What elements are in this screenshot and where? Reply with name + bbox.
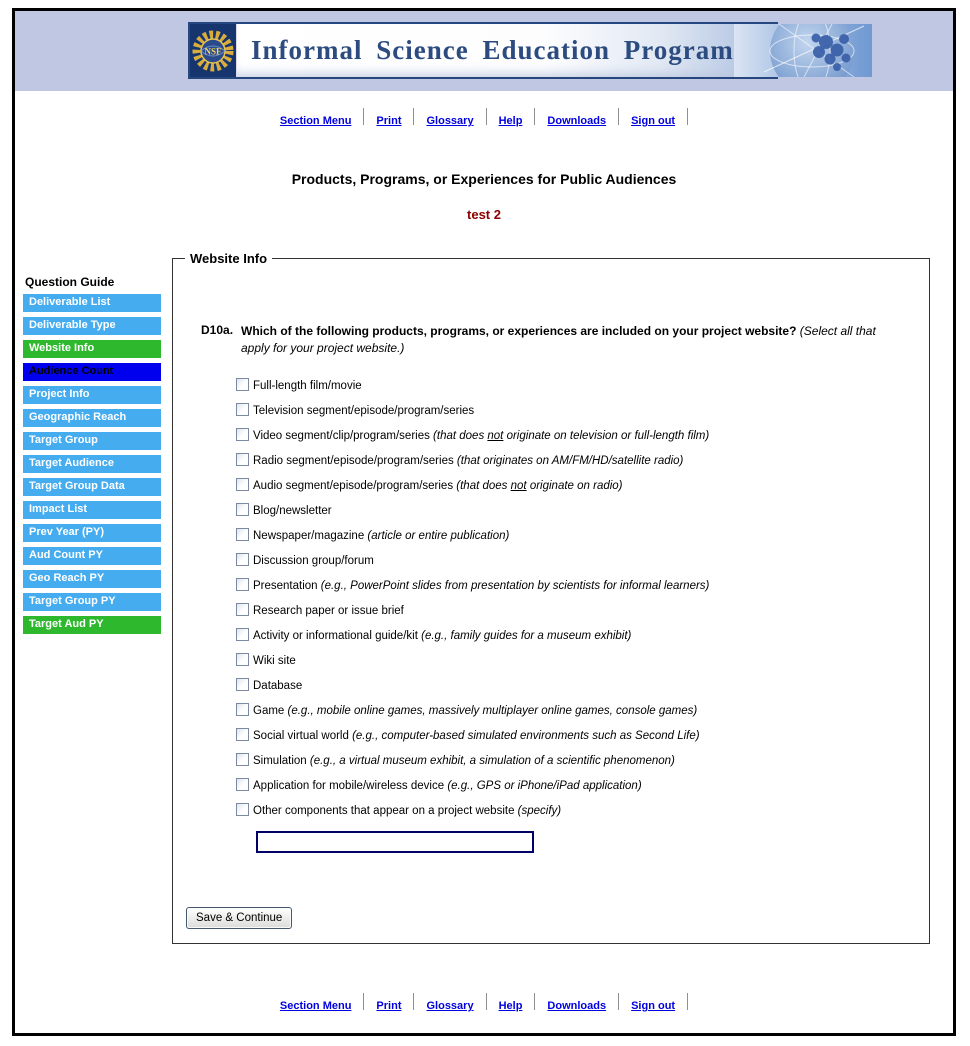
checkbox-row bbox=[236, 628, 916, 653]
sidebar-item-project-info[interactable]: Project Info bbox=[23, 386, 161, 404]
sidebar-item-deliverable-type[interactable]: Deliverable Type bbox=[23, 317, 161, 335]
checkbox-row bbox=[236, 478, 916, 503]
sidebar-item-geographic-reach[interactable]: Geographic Reach bbox=[23, 409, 161, 427]
sidebar-item-aud-count-py[interactable]: Aud Count PY bbox=[23, 547, 161, 565]
nav-link-sign-out[interactable]: Sign out bbox=[631, 1000, 676, 1012]
banner-title-area bbox=[237, 24, 734, 77]
checkbox-note: (e.g., GPS or iPhone/iPad application) bbox=[447, 780, 642, 792]
svg-text:NSF: NSF bbox=[204, 46, 222, 56]
checkbox[interactable] bbox=[236, 753, 249, 766]
website-info-fieldset bbox=[172, 251, 930, 944]
bottom-nav bbox=[15, 994, 953, 1012]
checkbox-list bbox=[236, 378, 916, 853]
checkbox-label: Presentation (e.g., PowerPoint slides from presentation by scientists for informal learners) bbox=[253, 580, 710, 592]
banner-title: Informal Science Education Program bbox=[251, 35, 734, 65]
nav-separator bbox=[687, 108, 688, 125]
checkbox-label: Game (e.g., mobile online games, massively multiplayer online games, console games) bbox=[253, 705, 698, 717]
checkbox-row bbox=[236, 778, 916, 803]
nav-link-section-menu[interactable]: Section Menu bbox=[279, 1000, 352, 1012]
sidebar-item-target-group-py[interactable]: Target Group PY bbox=[23, 593, 161, 611]
checkbox-label: Video segment/clip/program/series (that does not originate on television or full-length film) bbox=[253, 430, 710, 442]
checkbox-label: Full-length film/movie bbox=[253, 380, 362, 392]
sidebar-item-target-audience[interactable]: Target Audience bbox=[23, 455, 161, 473]
fieldset-legend: Website Info bbox=[185, 251, 272, 266]
nav-separator bbox=[618, 993, 619, 1010]
checkbox-note: (e.g., computer-based simulated environments such as Second Life) bbox=[352, 730, 700, 742]
checkbox[interactable] bbox=[236, 478, 249, 491]
checkbox[interactable] bbox=[236, 653, 249, 666]
checkbox[interactable] bbox=[236, 503, 249, 516]
nav-link-help[interactable]: Help bbox=[498, 1000, 523, 1012]
question-number: D10a. bbox=[201, 323, 234, 337]
nsf-logo-svg bbox=[190, 27, 236, 75]
checkbox-row bbox=[236, 728, 916, 753]
checkbox-note: (e.g., family guides for a museum exhibit) bbox=[421, 630, 632, 642]
checkbox-row bbox=[236, 603, 916, 628]
sidebar-item-website-info[interactable]: Website Info bbox=[23, 340, 161, 358]
nav-separator bbox=[413, 993, 414, 1010]
checkbox[interactable] bbox=[236, 378, 249, 391]
checkbox-row bbox=[236, 803, 916, 828]
checkbox-label: Database bbox=[253, 680, 303, 692]
checkbox-row bbox=[236, 503, 916, 528]
nav-separator bbox=[486, 993, 487, 1010]
other-specify-wrap bbox=[256, 831, 916, 853]
sidebar-items bbox=[23, 294, 167, 634]
checkbox[interactable] bbox=[236, 803, 249, 816]
project-name: test 2 bbox=[467, 207, 501, 222]
nav-separator bbox=[687, 993, 688, 1010]
checkbox[interactable] bbox=[236, 603, 249, 616]
question-d10a bbox=[201, 323, 881, 358]
checkbox-note: (that originates on AM/FM/HD/satellite radio) bbox=[456, 455, 684, 467]
nav-separator bbox=[486, 108, 487, 125]
checkbox[interactable] bbox=[236, 553, 249, 566]
question-body bbox=[241, 323, 881, 358]
checkbox-row bbox=[236, 428, 916, 453]
checkbox-row bbox=[236, 703, 916, 728]
checkbox[interactable] bbox=[236, 578, 249, 591]
save-continue-button[interactable]: Save & Continue bbox=[186, 907, 292, 929]
checkbox-row bbox=[236, 678, 916, 703]
checkbox[interactable] bbox=[236, 528, 249, 541]
checkbox-note: (e.g., a virtual museum exhibit, a simulation of a scientific phenomenon) bbox=[309, 755, 675, 767]
checkbox-row bbox=[236, 378, 916, 403]
checkbox-row bbox=[236, 578, 916, 603]
question-guide-sidebar bbox=[23, 275, 167, 639]
checkbox-label: Social virtual world (e.g., computer-based simulated environments such as Second Life) bbox=[253, 730, 700, 742]
nav-link-glossary[interactable]: Glossary bbox=[426, 1000, 474, 1012]
checkbox-note: (that does not originate on television or full-length film) bbox=[433, 430, 710, 442]
checkbox-label: Activity or informational guide/kit (e.g., family guides for a museum exhibit) bbox=[253, 630, 632, 642]
nav-link-glossary[interactable]: Glossary bbox=[426, 115, 474, 127]
nav-separator bbox=[363, 993, 364, 1010]
nsf-logo-icon bbox=[190, 24, 237, 77]
checkbox[interactable] bbox=[236, 678, 249, 691]
checkbox-label: Research paper or issue brief bbox=[253, 605, 404, 617]
page-frame bbox=[12, 8, 956, 1036]
checkbox-row bbox=[236, 653, 916, 678]
nav-link-downloads[interactable]: Downloads bbox=[547, 1000, 607, 1012]
program-banner bbox=[188, 22, 778, 79]
checkbox-row bbox=[236, 753, 916, 778]
sidebar-item-target-group[interactable]: Target Group bbox=[23, 432, 161, 450]
sidebar-item-deliverable-list[interactable]: Deliverable List bbox=[23, 294, 161, 312]
nav-separator bbox=[534, 993, 535, 1010]
checkbox-label: Radio segment/episode/program/series (that originates on AM/FM/HD/satellite radio) bbox=[253, 455, 684, 467]
checkbox-row bbox=[236, 453, 916, 478]
checkbox-row bbox=[236, 403, 916, 428]
checkbox-label: Audio segment/episode/program/series (that does not originate on radio) bbox=[253, 480, 623, 492]
nav-link-section-menu[interactable]: Section Menu bbox=[279, 115, 352, 127]
checkbox-label: Application for mobile/wireless device (e.g., GPS or iPhone/iPad application) bbox=[253, 780, 642, 792]
other-specify-input[interactable] bbox=[256, 831, 534, 853]
checkbox-label: Wiki site bbox=[253, 655, 296, 667]
checkbox-label: Simulation (e.g., a virtual museum exhibit, a simulation of a scientific phenomenon) bbox=[253, 755, 675, 767]
checkbox-label: Newspaper/magazine (article or entire publication) bbox=[253, 530, 510, 542]
question-text: Which of the following products, programs, or experiences are included on your project website? bbox=[241, 324, 797, 338]
checkbox-row bbox=[236, 553, 916, 578]
checkbox[interactable] bbox=[236, 403, 249, 416]
nav-separator bbox=[618, 108, 619, 125]
sidebar-item-prev-year-py[interactable]: Prev Year (PY) bbox=[23, 524, 161, 542]
nav-link-print[interactable]: Print bbox=[376, 1000, 402, 1012]
checkbox[interactable] bbox=[236, 703, 249, 716]
checkbox-note: (specify) bbox=[517, 805, 562, 817]
checkbox-note: (that does not originate on radio) bbox=[456, 480, 623, 492]
sidebar-item-target-group-data[interactable]: Target Group Data bbox=[23, 478, 161, 496]
header-band bbox=[15, 11, 953, 91]
checkbox-label: Television segment/episode/program/series bbox=[253, 405, 475, 417]
nav-link-help[interactable]: Help bbox=[498, 115, 523, 127]
page-title: Products, Programs, or Experiences for Public Audiences bbox=[291, 171, 677, 187]
checkbox[interactable] bbox=[236, 628, 249, 641]
nav-link-downloads[interactable]: Downloads bbox=[547, 115, 607, 127]
checkbox[interactable] bbox=[236, 428, 249, 441]
question-note: (Select all that apply for your project website.) bbox=[241, 324, 876, 356]
checkbox-label: Blog/newsletter bbox=[253, 505, 332, 517]
checkbox-label: Discussion group/forum bbox=[253, 555, 374, 567]
nav-separator bbox=[413, 108, 414, 125]
checkbox-row bbox=[236, 528, 916, 553]
checkbox[interactable] bbox=[236, 453, 249, 466]
checkbox-note: (e.g., PowerPoint slides from presentation by scientists for informal learners) bbox=[320, 580, 710, 592]
nav-link-print[interactable]: Print bbox=[376, 115, 402, 127]
sidebar-item-impact-list[interactable]: Impact List bbox=[23, 501, 161, 519]
nav-separator bbox=[363, 108, 364, 125]
sidebar-heading: Question Guide bbox=[25, 275, 115, 289]
checkbox[interactable] bbox=[236, 778, 249, 791]
globe-graphic-icon bbox=[734, 24, 872, 77]
checkbox-note: (e.g., mobile online games, massively multiplayer online games, console games) bbox=[287, 705, 698, 717]
checkbox-note: (article or entire publication) bbox=[367, 530, 510, 542]
checkbox[interactable] bbox=[236, 728, 249, 741]
sidebar-item-target-aud-py[interactable]: Target Aud PY bbox=[23, 616, 161, 634]
sidebar-item-geo-reach-py[interactable]: Geo Reach PY bbox=[23, 570, 161, 588]
checkbox-label: Other components that appear on a project website (specify) bbox=[253, 805, 562, 817]
sidebar-item-audience-count[interactable]: Audience Count bbox=[23, 363, 161, 381]
nav-separator bbox=[534, 108, 535, 125]
top-nav bbox=[15, 109, 953, 127]
nav-link-sign-out[interactable]: Sign out bbox=[631, 115, 676, 127]
